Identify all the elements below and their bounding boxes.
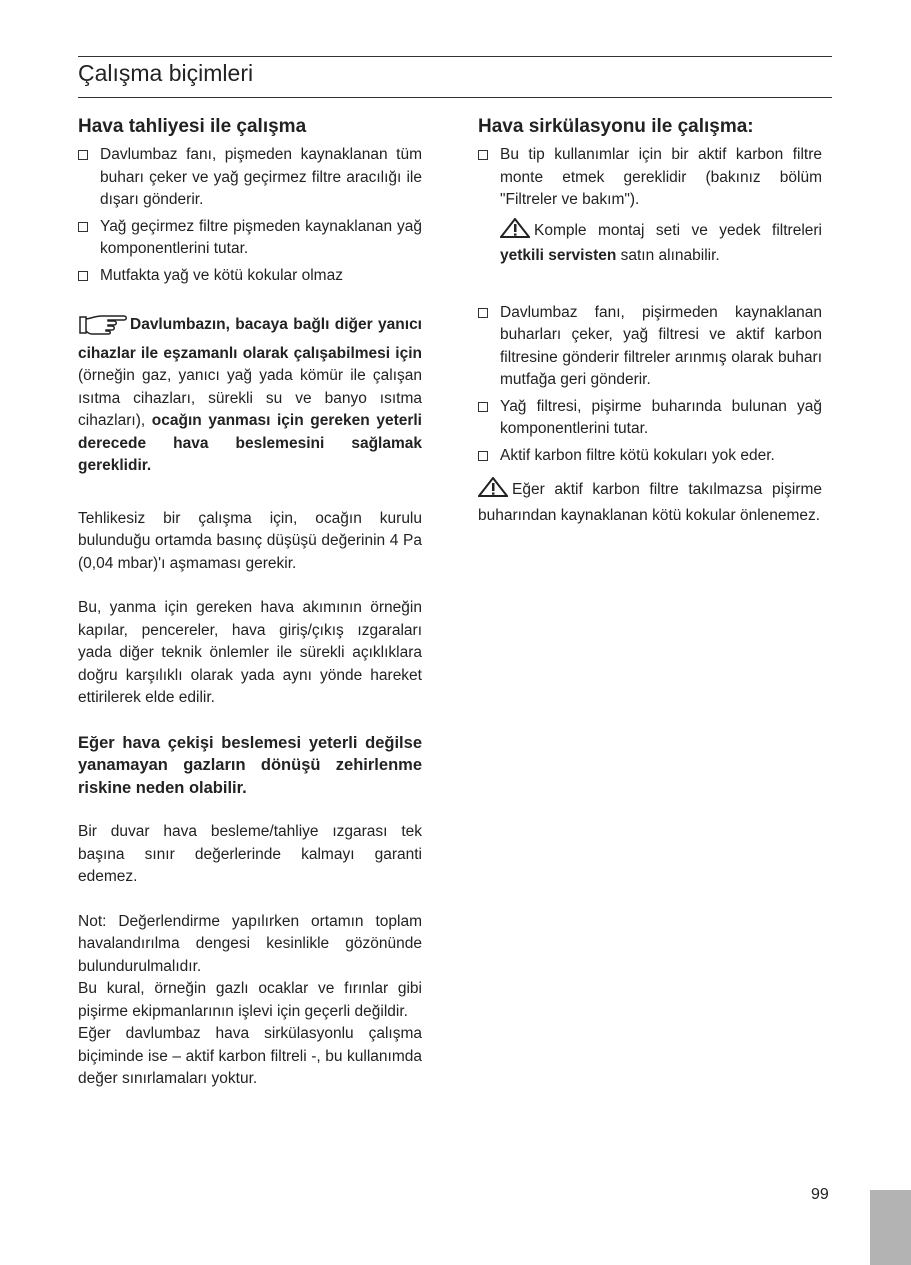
- list-item: Yağ geçirmez filtre pişmeden kaynaklanan yağ komponentlerini tutar.: [78, 216, 422, 261]
- list-item: Aktif karbon filtre kötü kokuları yok eder.: [478, 445, 822, 468]
- page-title: Çalışma biçimleri: [78, 60, 254, 86]
- page-number: 99: [811, 1186, 829, 1203]
- top-rule: [78, 56, 832, 57]
- carbon-filter-warning: Eğer aktif karbon filtre takılmazsa pişirme buharından kaynaklanan kötü kokular önlenemez.: [478, 477, 822, 527]
- grille-paragraph: Bir duvar hava besleme/tahliye ızgarası tek başına sınır değerlerinde kalmayı garanti edemez.: [78, 823, 422, 885]
- left-heading: Hava tahliyesi ile çalışma: [78, 116, 307, 137]
- title-rule: [78, 97, 832, 98]
- left-list: [78, 144, 422, 287]
- list-item: Davlumbaz fanı, pişmeden kaynaklanan tüm buharı çeker ve yağ geçirmez filtre aracılığı ile dışarı gönderir.: [78, 144, 422, 212]
- pressure-paragraph: Tehlikesiz bir çalışma için, ocağın kurulu bulunduğu ortamda basınç düşüşü değerinin 4 Pa (0,04 mbar)'ı aşmaması gerekir.: [78, 509, 422, 572]
- danger-paragraph: Eğer hava çekişi beslemesi yeterli değilse yanamayan gazların dönüşü zehirlenme riskine neden olabilir.: [78, 733, 422, 797]
- right-list-1: [478, 144, 822, 212]
- left-column: [78, 116, 422, 1091]
- list-item: Mutfakta yağ ve kötü kokular olmaz: [78, 265, 422, 288]
- checkbox-icon: [78, 150, 88, 160]
- right-heading: Hava sirkülasyonu ile çalışma:: [478, 116, 754, 137]
- list-item: Yağ filtresi, pişirme buharında bulunan yağ komponentlerini tutar.: [478, 396, 822, 441]
- right-column: [478, 116, 822, 527]
- checkbox-icon: [478, 308, 488, 318]
- list-item: Bu tip kullanımlar için bir aktif karbon filtre monte etmek gereklidir (bakınız bölüm "Filtreler ve bakım").: [478, 144, 822, 212]
- important-note: Davlumbazın, bacaya bağlı diğer yanıcı cihazlar ile eşzamanlı olarak çalışabilmesi için (örneğin gaz, yanıcı yağ yada kömür ile çalışan ısıtma cihazları, sürekli su ve banyo ısıtma cihazları), ocağın yanması için gereken yeterli derecede hava beslemesini sağlamak gereklidir.: [78, 313, 422, 478]
- section-thumb-tab: [870, 1190, 911, 1265]
- checkbox-icon: [478, 402, 488, 412]
- warning-triangle-icon: [500, 218, 530, 246]
- note-paragraph-2: Bu kural, örneğin gazlı ocaklar ve fırınlar gibi pişirme ekipmanlarının işlevi için geçerli değildir.: [78, 980, 422, 1020]
- right-list-2: [478, 302, 822, 468]
- checkbox-icon: [78, 271, 88, 281]
- note-paragraph-1: Not: Değerlendirme yapılırken ortamın toplam havalandırılma dengesi kesinlikle gözönünde bulundurulmalıdır.: [78, 912, 422, 975]
- checkbox-icon: [478, 451, 488, 461]
- checkbox-icon: [478, 150, 488, 160]
- pointing-hand-icon: [78, 313, 128, 343]
- note-paragraph-3: Eğer davlumbaz hava sirkülasyonlu çalışma biçiminde ise – aktif karbon filtreli -, bu kullanımda değer sınırlamaları yoktur.: [78, 1025, 422, 1087]
- checkbox-icon: [78, 222, 88, 232]
- airflow-paragraph: Bu, yanma için gereken hava akımının örneğin kapılar, pencereler, hava giriş/çıkış ızgaraları yada diğer teknik önlemler ile sürekli açıklıklara doğru karşılıklı olarak yada aynı yönde hareket ettirilerek elde edilir.: [78, 599, 422, 706]
- list-item: Davlumbaz fanı, pişirmeden kaynaklanan buharları çeker, yağ filtresi ve aktif karbon filtresine gönderir filtreler arınmış olarak buharı mutfağa geri gönderir.: [478, 302, 822, 392]
- warning-triangle-icon: [478, 477, 508, 505]
- service-warning: Komple montaj seti ve yedek filtreleri yetkili servisten satın alınabilir.: [500, 218, 822, 268]
